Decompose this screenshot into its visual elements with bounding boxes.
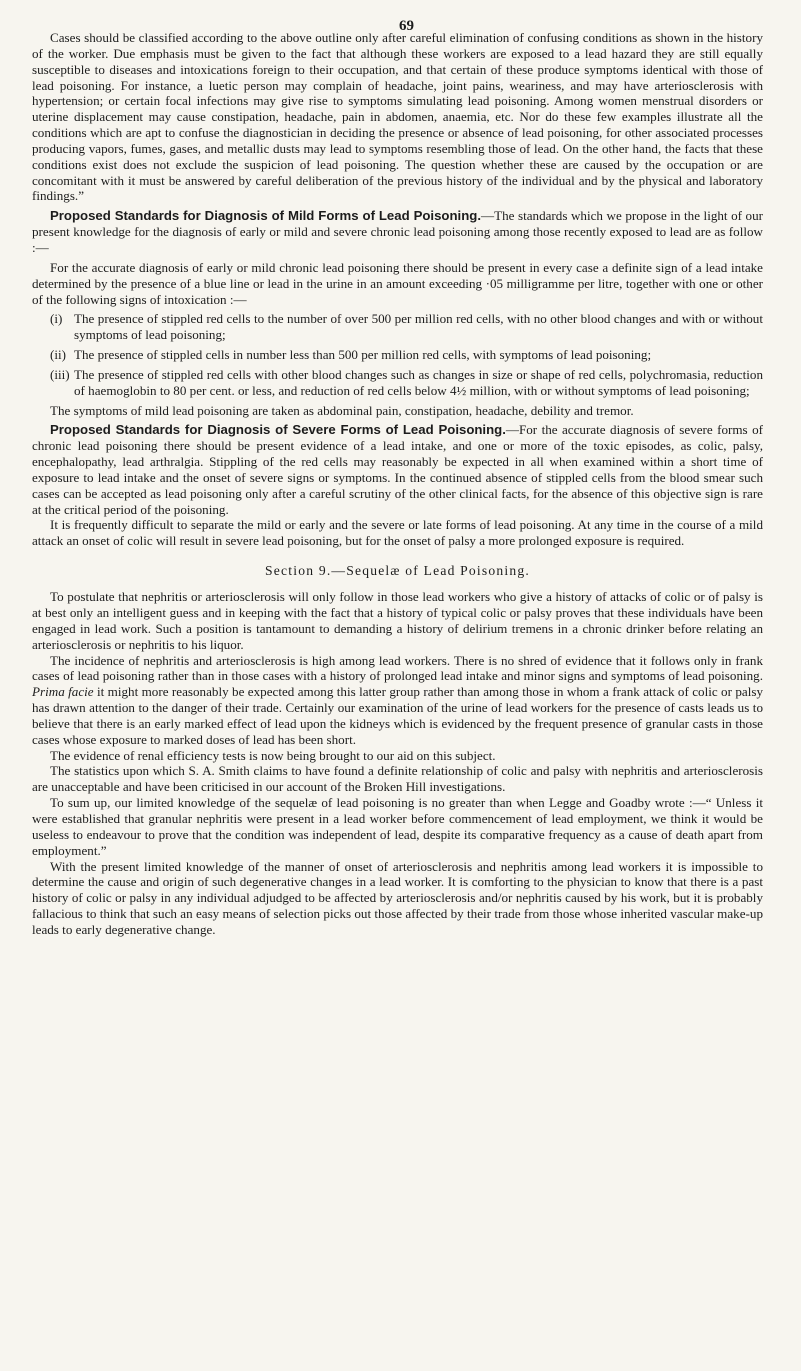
criteria-item [32,367,763,399]
sequelae-paragraph-2 [32,653,763,748]
criteria-item [32,311,763,343]
sequelae-paragraph-5: To sum up, our limited knowledge of the sequelæ of lead poisoning is no greater than when Legge and Goadby wrote :—“ Unless it were established that granular nephritis were present in a lead worker before commencement of lead employment, we think it would be useless to endeavour to prove that the condition was independent of lead, despite its comparative frequency as a cause of death apart from employment.” [32,795,763,858]
sequelae-paragraph-1: To postulate that nephritis or arteriosclerosis will only follow in those lead workers who give a history of attacks of colic or of palsy is at best only an intelligent guess and in keeping with the fact that a history of typical colic or palsy proves that these individuals have been engaged in lead work. Such a position is tantamount to demanding a history of delirium tremens in a chronic drinker before relating an arteriosclerosis or nephritis to his liquor. [32,589,763,652]
mild-diagnosis-intro: For the accurate diagnosis of early or mild chronic lead poisoning there should be present in every case a definite sign of a lead intake determined by the presence of a blue line or lead in the urine in an amount exceeding ·05 milligramme per litre, together with one or other of the following signs of intoxication :— [32,259,763,307]
criteria-marker: (i) [50,311,63,327]
criteria-item [32,347,763,363]
criteria-marker: (iii) [50,366,70,382]
intro-paragraph: Cases should be classified according to the above outline only after careful elimination of confusing conditions as shown in the history of the worker. Due emphasis must be given to the fact that although these workers are exposed to a lead hazard they are still equally susceptible to diseases and intoxications foreign to their occupation, and that certain of these produce symptoms identical with those of lead poisoning. For instance, a luetic person may complain of headache, joint pains, weariness, and may have arteriosclerosis with hypertension; or certain focal infections may give rise to symptoms simulating lead poisoning. Among women menstrual disorders or uterine displacement may cause constipation, headache, pain in abdomen, anaemia, etc. Nor do these few examples illustrate all the conditions which are apt to confuse the diagnostician in deciding the presence or absence of lead poisoning, for other associated processes producing vapors, fumes, gases, and metallic dusts may lead to symptoms resembling those of lead. On the other hand, the facts that these conditions exist does not exclude the suspicion of lead poisoning. The question whether these are caused by the occupation or are concomitant with it must be answered by careful deliberation of the previous history of the individual and by the physical and laboratory findings.” [32,30,763,204]
criteria-text: The presence of stippled red cells with other blood changes such as changes in size or shape of red cells, polychromasia, reduction of haemoglobin to 80 per cent. or less, and reduction of red cells below 4½ million, with or without symptoms of lead poisoning; [74,366,763,398]
criteria-text: The presence of stippled cells in number less than 500 per million red cells, with symptoms of lead poisoning; [74,347,652,363]
section-title: Section 9.—Sequelæ of Lead Poisoning. [265,563,530,579]
criteria-marker: (ii) [50,347,66,363]
mild-standards-text: —The standards which we propose in the light of our present knowledge for the diagnosis of early or mild and severe chronic lead poisoning among those recently exposed to lead are as follow :— [32,208,763,255]
mild-criteria-list [32,311,763,398]
severe-standards-text: —For the accurate diagnosis of severe forms of chronic lead poisoning there should be present evidence of a lead intake, and one or more of the toxic episodes, as colic, palsy, encephalopathy, lead arthralgia. Stippling of the red cells may reasonably be expected in all when examined within a short time of exposure to lead intake and the onset of severe signs or symptoms. In the continued absence of stippled cells from the blood smear such cases can be accepted as lead poisoning only after a careful scrutiny of the other clinical facts, for the absence of this objective sign is rare at the critical period of the poisoning. [32,422,763,517]
mild-standards-paragraph [32,208,763,256]
sequelae-paragraph-2-end: it might more reasonably be expected among this latter group rather than among those in whom a frank attack of colic or palsy has drawn attention to the danger of their trade. Certainly our examination of the urine of lead workers for the presence of casts leads us to believe that there is an early marked effect of lead upon the kidneys which is evidenced by the frequent presence of granular casts in those cases whose exposure to marked doses of lead has been short. [32,684,763,747]
sequelae-paragraph-6: With the present limited knowledge of the manner of onset of arteriosclerosis and nephritis among lead workers it is impossible to determine the cause and origin of such degenerative changes in a lead worker. It is comforting to the physician to know that there is a past history of colic or palsy in any individual adjudged to be affected by arteriosclerosis and/or nephritis caused by his work, but it is probably fallacious to think that such an easy means of selection picks out those affected by their trade from those whose inherited vascular make-up leads to early degenerative change. [32,858,763,937]
sequelae-paragraph-2-start: The incidence of nephritis and arteriosclerosis is high among lead workers. There is no shred of evidence that it follows only in frank cases of lead poisoning rather than in those cases with a history of prolonged lead intake and minor signs and symptoms of lead poisoning. [32,652,763,684]
sequelae-paragraph-4: The statistics upon which S. A. Smith claims to have found a definite relationship of colic and palsy with nephritis and arteriosclerosis are unacceptable and have been criticised in our account of the Broken Hill investigations. [32,763,763,795]
severe-standards-heading: Proposed Standards for Diagnosis of Severe Forms of Lead Poisoning. [50,422,506,438]
sequelae-paragraph-3: The evidence of renal efficiency tests is now being brought to our aid on this subject. [50,747,496,763]
criteria-text: The presence of stippled red cells to the number of over 500 per million red cells, with no other blood changes and with or without symptoms of lead poisoning; [74,311,763,343]
prima-facie-text: Prima facie [32,684,94,700]
mild-standards-heading: Proposed Standards for Diagnosis of Mild Forms of Lead Poisoning. [50,208,481,224]
severe-followup-paragraph: It is frequently difficult to separate the mild or early and the severe or late forms of lead poisoning. At any time in the course of a mild attack an onset of colic will result in severe lead poisoning, but for the onset of palsy a more prolonged exposure is required. [32,517,763,549]
severe-standards-paragraph [32,422,763,517]
mild-symptoms-paragraph: The symptoms of mild lead poisoning are taken as abdominal pain, constipation, headache, debility and tremor. [50,402,634,418]
page-number: 69 [399,18,414,34]
